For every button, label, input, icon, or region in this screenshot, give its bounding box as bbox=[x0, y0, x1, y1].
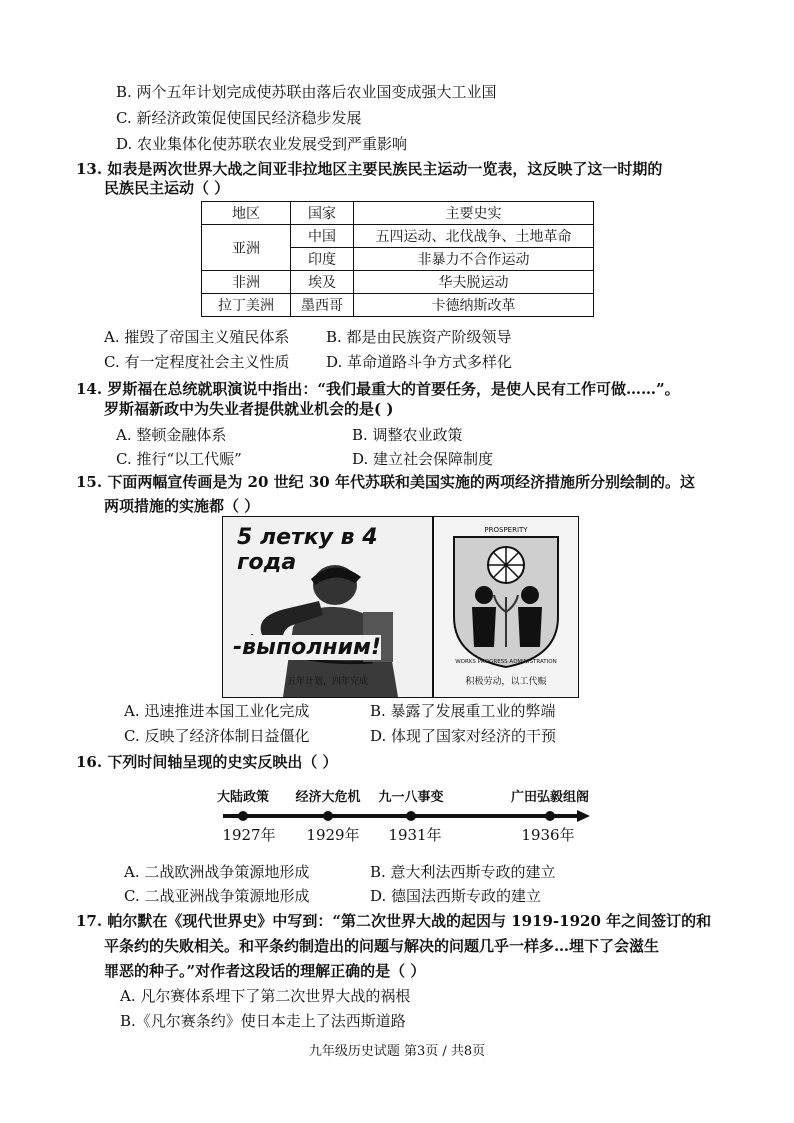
country-mexico: 墨西哥 bbox=[291, 294, 354, 317]
q13-stem-line2: 民族民主运动（ ） bbox=[104, 179, 230, 197]
q13-option-d: D. 革命道路斗争方式多样化 bbox=[326, 353, 513, 371]
q13-option-a: A. 摧毁了帝国主义殖民体系 bbox=[104, 328, 290, 346]
timeline-year-1931: 1931年 bbox=[388, 826, 442, 844]
poster-caption-left: 五年计划，四年完成 bbox=[286, 677, 368, 687]
q17-stem-line1: 17. 帕尔默在《现代世界史》中写到：“第二次世界大战的起因与 1919-1920 年之间签订的和 bbox=[76, 912, 712, 930]
header-country: 国家 bbox=[291, 202, 354, 225]
header-region: 地区 bbox=[202, 202, 291, 225]
q15-option-c: C. 反映了经济体制日益僵化 bbox=[124, 727, 310, 745]
poster-wpa bbox=[433, 516, 579, 698]
q13-option-c: C. 有一定程度社会主义性质 bbox=[104, 353, 290, 371]
q14-stem-line1: 14. 罗斯福在总统就职演说中指出：“我们最重大的首要任务，是使人民有工作可做……”。 bbox=[76, 380, 680, 398]
timeline-year-1929: 1929年 bbox=[306, 826, 360, 844]
q14-option-c: C. 推行“以工代赈” bbox=[116, 450, 242, 468]
timeline-event-1936: 广田弘毅组阁 bbox=[510, 790, 590, 805]
timeline-dot-1936 bbox=[545, 811, 555, 821]
poster-footer-text: WORKS PROGRESS ADMINISTRATION bbox=[455, 659, 557, 665]
q16-option-a: A. 二战欧洲战争策源地形成 bbox=[124, 863, 310, 881]
poster-five-year-plan bbox=[222, 516, 433, 698]
poster-badge-text: PROSPERITY bbox=[484, 526, 528, 534]
country-india: 印度 bbox=[291, 248, 354, 271]
timeline-event-1929: 经济大危机 bbox=[295, 790, 361, 805]
q16-option-d: D. 德国法西斯专政的建立 bbox=[370, 887, 542, 905]
poster-workers-illustration bbox=[434, 517, 578, 697]
region-africa: 非洲 bbox=[202, 271, 291, 294]
poster-caption-right: 积极劳动，以工代赈 bbox=[465, 677, 547, 687]
q15-option-b: B. 暴露了发展重工业的弊端 bbox=[370, 702, 556, 720]
timeline-event-1931: 九一八事变 bbox=[378, 790, 444, 805]
q14-option-b: B. 调整农业政策 bbox=[352, 426, 463, 444]
poster-slogan-bottom: -выполним! bbox=[233, 635, 382, 660]
page-footer: 九年级历史试题 第3页 / 共8页 bbox=[308, 1044, 486, 1059]
q12-option-b: B. 两个五年计划完成使苏联由落后农业国变成强大工业国 bbox=[116, 83, 497, 101]
q16-option-c: C. 二战亚洲战争策源地形成 bbox=[124, 887, 310, 905]
q17-option-b: B.《凡尔赛条约》使日本走上了法西斯道路 bbox=[120, 1012, 406, 1030]
q13-option-b: B. 都是由民族资产阶级领导 bbox=[326, 328, 512, 346]
poster-slogan-top: 5 летку в 4 года bbox=[237, 525, 378, 575]
q14-option-d: D. 建立社会保障制度 bbox=[352, 450, 494, 468]
q15-option-a: A. 迅速推进本国工业化完成 bbox=[124, 702, 310, 720]
events-egypt: 华夫脱运动 bbox=[354, 271, 594, 294]
country-egypt: 埃及 bbox=[291, 271, 354, 294]
q17-stem-line3: 罪恶的种子。”对作者这段话的理解正确的是（ ） bbox=[104, 962, 426, 980]
timeline-dot-1929 bbox=[323, 811, 333, 821]
region-asia: 亚洲 bbox=[202, 225, 291, 271]
country-china: 中国 bbox=[291, 225, 354, 248]
q14-stem-line2: 罗斯福新政中为失业者提供就业机会的是( ) bbox=[104, 400, 394, 418]
q15-stem-line1: 15. 下面两幅宣传画是为 20 世纪 30 年代苏联和美国实施的两项经济措施所分别绘制的。这 bbox=[76, 473, 695, 491]
q17-option-a: A. 凡尔赛体系埋下了第二次世界大战的祸根 bbox=[120, 987, 411, 1005]
q15-stem-line2: 两项措施的实施都（ ） bbox=[104, 497, 260, 515]
q14-option-a: A. 整顿金融体系 bbox=[116, 426, 227, 444]
q16-stem: 16. 下列时间轴呈现的史实反映出（ ） bbox=[76, 753, 338, 771]
events-mexico: 卡德纳斯改革 bbox=[354, 294, 594, 317]
table-row bbox=[202, 225, 594, 248]
events-china: 五四运动、北伐战争、土地革命 bbox=[354, 225, 594, 248]
timeline-year-1927: 1927年 bbox=[222, 826, 276, 844]
timeline-event-1927: 大陆政策 bbox=[216, 790, 270, 805]
q17-stem-line2: 平条约的失败相关。和平条约制造出的问题与解决的问题几乎一样多…埋下了会滋生 bbox=[104, 937, 660, 955]
table-row bbox=[202, 271, 594, 294]
q13-stem-line1: 13. 如表是两次世界大战之间亚非拉地区主要民族民主运动一览表，这反映了这一时期的 bbox=[76, 160, 663, 178]
timeline-dot-1931 bbox=[406, 811, 416, 821]
q15-option-d: D. 体现了国家对经济的干预 bbox=[370, 727, 557, 745]
q12-option-d: D. 农业集体化使苏联农业发展受到严重影响 bbox=[116, 135, 408, 153]
movements-table bbox=[201, 201, 594, 317]
timeline bbox=[215, 786, 590, 848]
q12-option-c: C. 新经济政策促使国民经济稳步发展 bbox=[116, 109, 362, 127]
events-india: 非暴力不合作运动 bbox=[354, 248, 594, 271]
timeline-dot-1927 bbox=[238, 811, 248, 821]
region-latin-america: 拉丁美洲 bbox=[202, 294, 291, 317]
table-header-row bbox=[202, 202, 594, 225]
header-events: 主要史实 bbox=[354, 202, 594, 225]
timeline-year-1936: 1936年 bbox=[521, 826, 575, 844]
q16-option-b: B. 意大利法西斯专政的建立 bbox=[370, 863, 556, 881]
table-row bbox=[202, 294, 594, 317]
